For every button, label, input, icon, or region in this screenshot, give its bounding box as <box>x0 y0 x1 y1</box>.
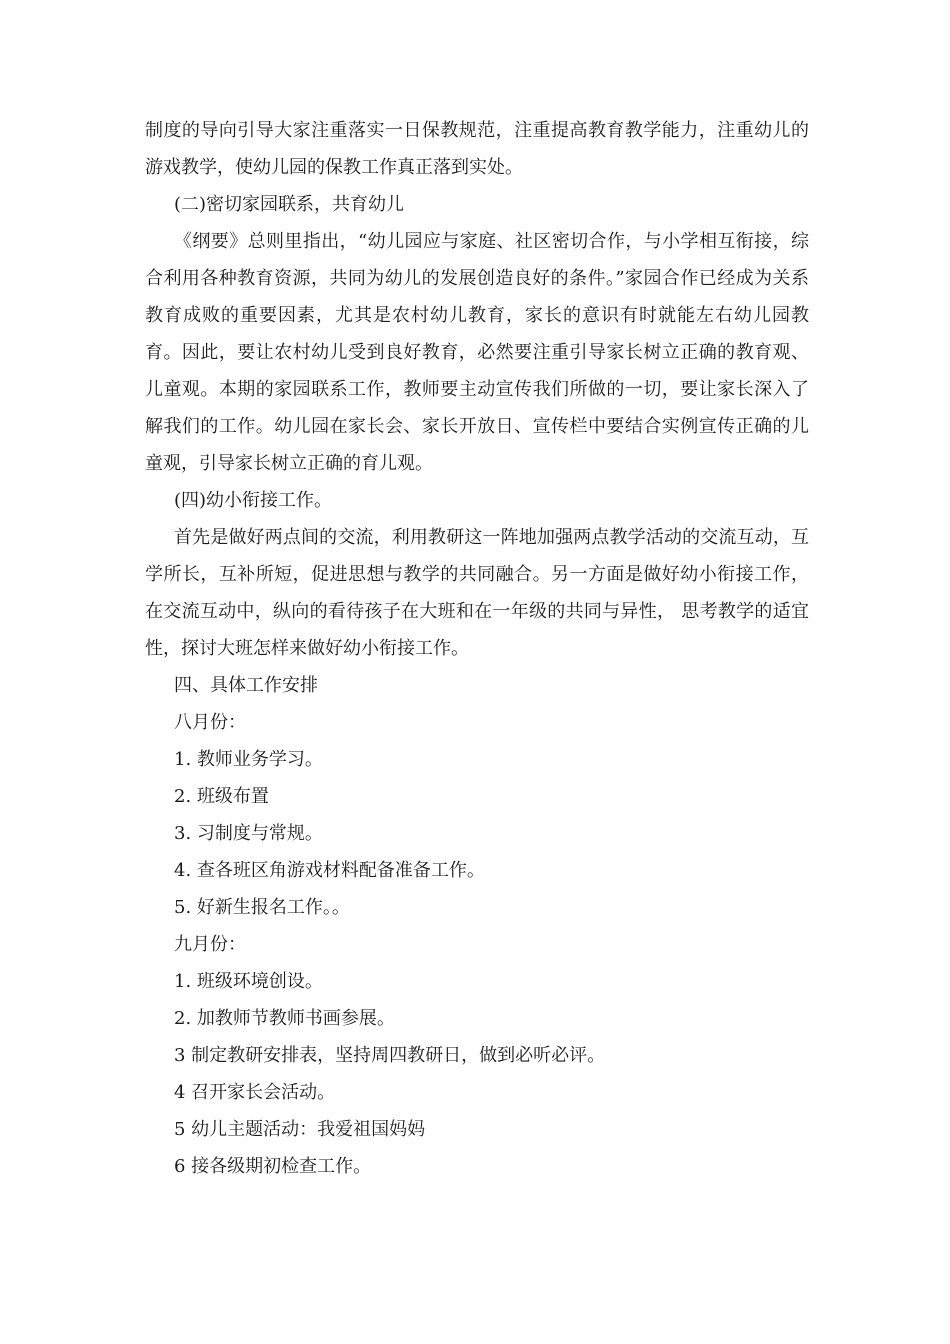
list-item: 1. 班级环境创设。 <box>174 971 323 992</box>
list-item: 2. 加教师节教师书画参展。 <box>174 1008 395 1029</box>
list-item: 3 制定教研安排表，坚持周四教研日，做到必听必评。 <box>174 1045 606 1066</box>
heading-transition-work: (四)幼小衔接工作。 <box>174 490 333 511</box>
list-item: 6 接各级期初检查工作。 <box>174 1156 372 1177</box>
list-item: 5. 好新生报名工作。。 <box>174 897 350 918</box>
list-item: 2. 班级布置 <box>174 786 269 807</box>
paragraph-outline-quote: 《纲要》总则里指出，“幼儿园应与家庭、社区密切合作，与小学相互衔接，综合利用各种教育资源，共同为幼儿的发展创造良好的条件。”家园合作已经成为关系教育成败的重要因素，尤其是农村幼儿教育，家长的意识有时就能左右幼儿园教育。因此，要让农村幼儿受到良好教育，必然要注重引导家长树立正确的教育观、儿童观。本期的家园联系工作，教师要主动宣传我们所做的一切，要让家长深入了解我们的工作。幼儿园在家长会、家长开放日、宣传栏中要结合实例宣传正确的儿童观，引导家长树立正确的育儿观。 <box>145 231 809 474</box>
document-body <box>145 112 809 1185</box>
heading-work-schedule: 四、具体工作安排 <box>174 675 318 696</box>
month-august: 八月份： <box>174 712 246 733</box>
list-item: 3. 习制度与常规。 <box>174 823 323 844</box>
list-item: 4 召开家长会活动。 <box>174 1082 336 1103</box>
list-item: 4. 查各班区角游戏材料配备准备工作。 <box>174 860 485 881</box>
list-item: 1. 教师业务学习。 <box>174 749 323 770</box>
paragraph-transition-detail: 首先是做好两点间的交流，利用教研这一阵地加强两点教学活动的交流互动，互学所长，互补所短，促进思想与教学的共同融合。另一方面是做好幼小衔接工作，在交流互动中，纵向的看待孩子在大班和在一年级的共同与异性， 思考教学的适宜性，探讨大班怎样来做好幼小衔接工作。 <box>145 527 809 659</box>
paragraph-policy-guidance: 制度的导向引导大家注重落实一日保教规范，注重提高教育教学能力，注重幼儿的游戏教学，使幼儿园的保教工作真正落到实处。 <box>145 120 809 178</box>
list-item: 5 幼儿主题活动：我爱祖国妈妈 <box>174 1119 426 1140</box>
month-september: 九月份： <box>174 934 246 955</box>
heading-home-school-contact: (二)密切家园联系，共育幼儿 <box>174 194 405 215</box>
